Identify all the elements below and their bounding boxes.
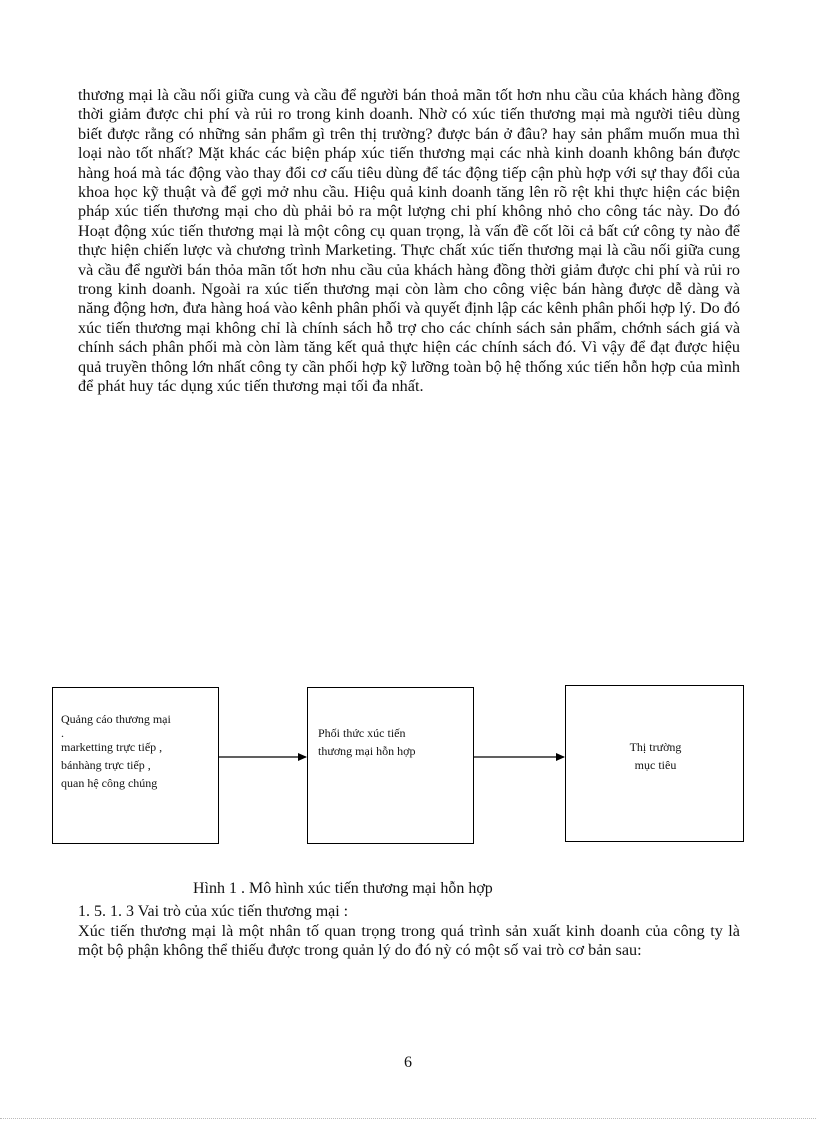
box-1-line: Quảng cáo thương mại <box>61 712 171 726</box>
box-3-text <box>566 738 745 774</box>
body-paragraph-2: Xúc tiến thương mại là một nhân tố quan trọng trong quá trình sản xuất kinh doanh của công ty là một bộ phận không thể thiếu được trong quản lý do đó nỳ có một số vai trò cơ bản sau: <box>78 922 740 960</box>
section-heading: 1. 5. 1. 3 Vai trò của xúc tiến thương mại : <box>78 903 349 920</box>
body-paragraph-1: thương mại là cầu nối giữa cung và cầu để người bán thoả mãn tốt hơn nhu cầu của khách hàng đồng thời giảm được chi phí và rủi ro trong kinh doanh. Nhờ có xúc tiến thương mại mà người tiêu dùng biết được rằng có những sản phẩm gì trên thị trường? được bán ở đâu? hay sản phẩm muốn mua thì loại nào tốt nhất? Mặt khác các biện pháp xúc tiến thương mại các nhà kinh doanh không bán được hàng hoá mà tác động vào thay đổi cơ cấu tiêu dùng để tác động tiếp cận phù hợp với sự thay đổi của khoa học kỹ thuật và để gợi mở nhu cầu. Hiệu quả kinh doanh tăng lên rõ rệt khi thực hiện các biện pháp xúc tiến thương mại cho dù phải bỏ ra một lượng chi phí không nhỏ cho công tác này. Do đó Hoạt động xúc tiến thương mại là một công cụ quan trọng, là vấn đề cốt lõi cả bất cứ công ty nào để thực hiện chiến lược và chương trình Marketing. Thực chất xúc tiến thương mại là cầu nối giữa cung và cầu để người bán thỏa mãn tốt hơn nhu cầu của khách hàng đồng thời giảm được chi phí và rủi ro trong kinh doanh. Ngoài ra xúc tiến thương mại còn làm cho công việc bán hàng được dễ dàng và năng động hơn, đưa hàng hoá vào kênh phân phối và quyết định lập các kênh phân phối hợp lý. Do đó xúc tiến thương mại không chỉ là chính sách hỗ trợ cho các chính sách sản phẩm, chớnh sách giá và chính sách phân phối mà còn làm tăng kết quả thực hiện các chính sách đó. Vì vậy để đạt được hiệu quả truyền thông lớn nhất công ty cần phối hợp kỹ lưỡng toàn bộ hệ thống xúc tiến hỗn hợp của mình để phát huy tác dụng xúc tiến thương mại tối đa nhất. <box>78 86 741 396</box>
diagram-box-promotion-mix <box>307 687 474 844</box>
box-1-line: bánhàng trực tiếp , <box>61 758 151 772</box>
box-2-line: Phối thức xúc tiến <box>318 726 406 740</box>
page-number: 6 <box>404 1054 412 1071</box>
box-1-line: marketting trực tiếp , <box>61 740 163 754</box>
box-2-text <box>318 724 468 760</box>
box-1-line: quan hệ công chúng <box>61 776 158 790</box>
box-3-line: Thị trường <box>629 740 682 754</box>
figure-caption: Hình 1 . Mô hình xúc tiến thương mại hỗn hợp <box>193 880 493 897</box>
page-bottom-border <box>0 1118 816 1119</box>
diagram-box-target-market <box>565 685 744 842</box>
box-2-line: thương mại hỗn hợp <box>318 744 416 758</box>
box-3-line: mục tiêu <box>634 758 677 772</box>
box-1-line: . <box>61 726 64 740</box>
diagram-box-promotion-tools <box>52 687 219 844</box>
box-1-text <box>61 710 216 792</box>
